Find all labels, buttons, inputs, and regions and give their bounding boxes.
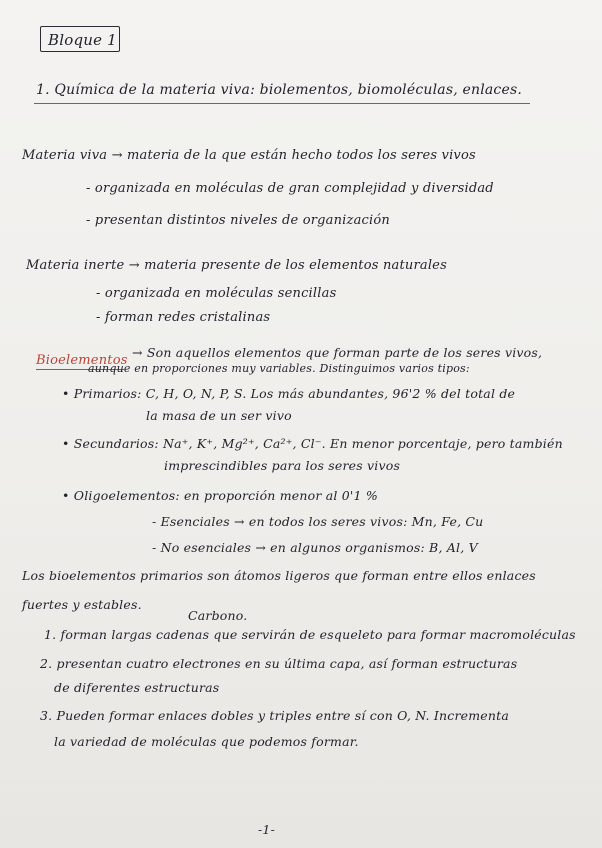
oligoelementos-no-esenciales: - No esenciales → en algunos organismos: B, Al, V bbox=[152, 540, 478, 555]
page-title: Bloque 1 bbox=[48, 31, 117, 49]
numbered-item: 1. forman largas cadenas que servirán de esqueleto para formar macromoléculas bbox=[44, 627, 576, 642]
page-number: -1- bbox=[258, 822, 276, 837]
bioelementos-label: Bioelementos bbox=[36, 353, 128, 368]
numbered-item: de diferentes estructuras bbox=[54, 680, 220, 695]
carbono-label: Carbono. bbox=[188, 608, 248, 623]
numbered-item: 2. presentan cuatro electrones en su última capa, así forman estructuras bbox=[40, 656, 518, 671]
numbered-item: la variedad de moléculas que podemos formar. bbox=[54, 734, 359, 749]
oligoelementos-esenciales: - Esenciales → en todos los seres vivos: Mn, Fe, Cu bbox=[152, 514, 484, 529]
oligoelementos-line: • Oligoelementos: en proporción menor al 0'1 % bbox=[62, 488, 378, 503]
bioelementos-definition: → Son aquellos elementos que forman parte de los seres vivos, bbox=[132, 345, 543, 360]
section-heading: 1. Química de la materia viva: biolementos, biomoléculas, enlaces. bbox=[36, 82, 522, 98]
primarios-paragraph-line: fuertes y estables. bbox=[22, 597, 142, 612]
bioelementos-definition-cont: aunque en proporciones muy variables. Distinguimos varios tipos: bbox=[88, 362, 470, 375]
materia-inerte-bullet: - organizada en moléculas sencillas bbox=[96, 286, 337, 301]
materia-viva-bullet: - presentan distintos niveles de organización bbox=[86, 213, 390, 228]
primarios-paragraph-line: Los bioelementos primarios son átomos ligeros que forman entre ellos enlaces bbox=[22, 568, 536, 583]
materia-viva-bullet: - organizada en moléculas de gran complejidad y diversidad bbox=[86, 181, 494, 196]
numbered-item: 3. Pueden formar enlaces dobles y triples entre sí con O, N. Incrementa bbox=[40, 708, 510, 723]
secundarios-cont: imprescindibles para los seres vivos bbox=[164, 458, 401, 473]
materia-inerte-bullet: - forman redes cristalinas bbox=[96, 310, 271, 325]
materia-viva-line: Materia viva → materia de la que están hecho todos los seres vivos bbox=[22, 148, 476, 163]
heading-underline bbox=[34, 103, 530, 104]
materia-inerte-line: Materia inerte → materia presente de los elementos naturales bbox=[26, 258, 447, 273]
secundarios-line: • Secundarios: Na⁺, K⁺, Mg²⁺, Ca²⁺, Cl⁻. En menor porcentaje, pero también bbox=[62, 436, 563, 451]
primarios-line: • Primarios: C, H, O, N, P, S. Los más abundantes, 96'2 % del total de bbox=[62, 386, 516, 401]
primarios-cont: la masa de un ser vivo bbox=[146, 408, 292, 423]
